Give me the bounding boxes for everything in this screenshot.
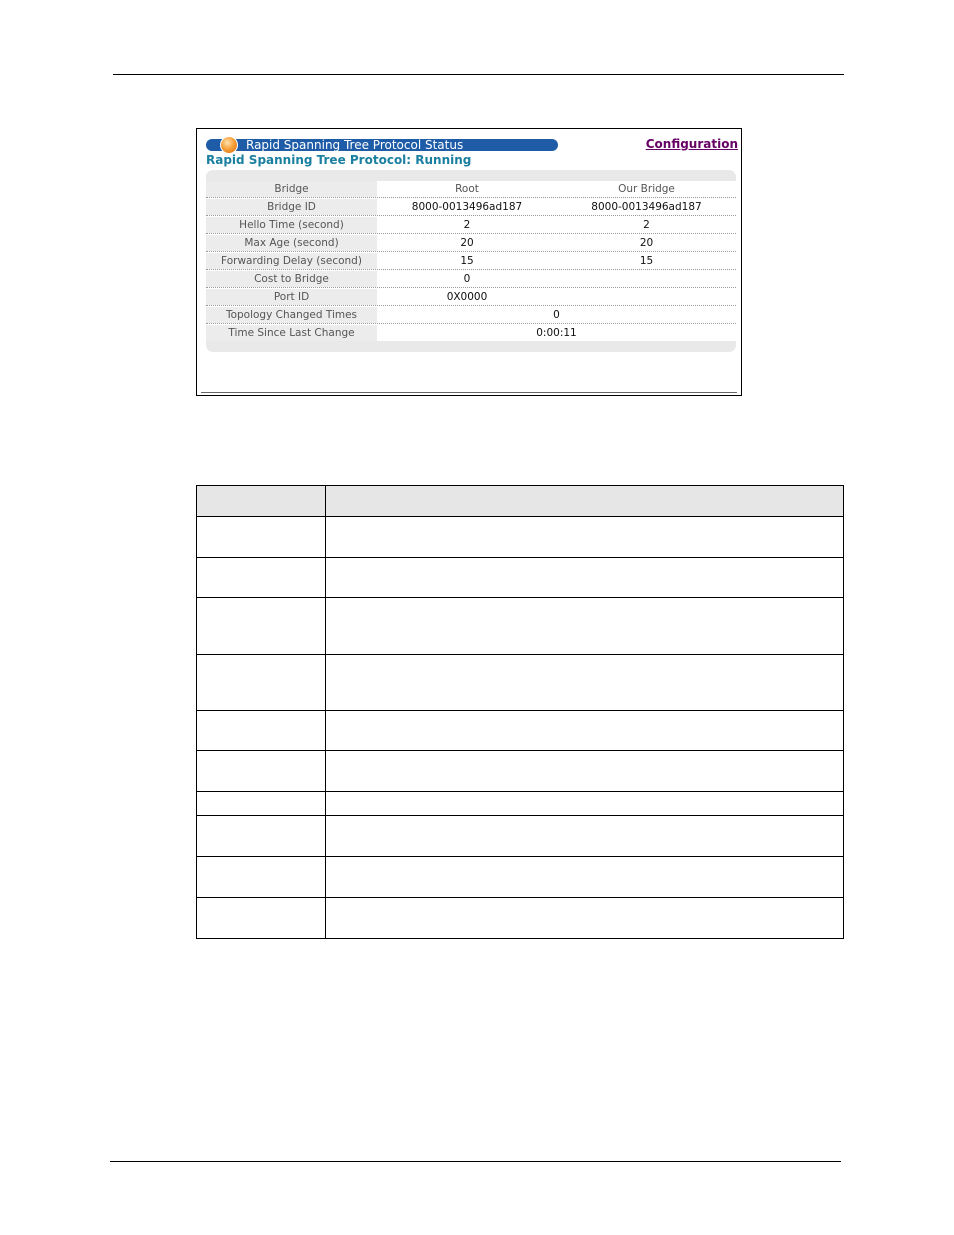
table-header-row — [206, 181, 736, 198]
table-row — [197, 751, 844, 792]
table-row — [206, 217, 736, 234]
our-bridge-value: 15 — [639, 255, 654, 267]
table-row — [206, 307, 736, 324]
table-row — [197, 598, 844, 655]
table-row — [206, 271, 736, 288]
table-row — [197, 792, 844, 816]
field-description-table — [196, 485, 844, 939]
table-row — [197, 711, 844, 751]
our-bridge-value: 2 — [643, 219, 650, 231]
table-row — [197, 558, 844, 598]
root-value: 15 — [460, 255, 474, 267]
row-label: Max Age (second) — [206, 235, 377, 251]
root-value: 2 — [463, 219, 471, 231]
root-value: 20 — [460, 237, 474, 249]
table-row — [197, 655, 844, 711]
table-row — [206, 235, 736, 252]
row-value: 0:00:11 — [536, 327, 577, 339]
header-rule — [113, 74, 844, 75]
protocol-status: Rapid Spanning Tree Protocol: Running — [206, 153, 472, 167]
table-row — [197, 857, 844, 898]
column-header-bridge: Bridge — [206, 181, 377, 197]
table-row — [206, 199, 736, 216]
orb-icon — [220, 136, 238, 154]
screen-footer-rule — [201, 392, 737, 393]
row-label: Time Since Last Change — [206, 325, 377, 341]
our-bridge-value: 8000-0013496ad187 — [591, 201, 702, 213]
table-row — [197, 816, 844, 857]
row-label: Hello Time (second) — [206, 217, 377, 233]
footer-rule — [110, 1161, 841, 1162]
status-table — [206, 170, 736, 352]
column-header-our-bridge: Our Bridge — [618, 183, 675, 195]
row-label: Port ID — [206, 289, 377, 305]
screen-title: Rapid Spanning Tree Protocol Status — [246, 138, 464, 152]
table-row — [206, 253, 736, 270]
root-value: 0 — [463, 273, 471, 285]
table-header-row — [197, 486, 844, 517]
row-label: Topology Changed Times — [206, 307, 377, 323]
rstp-status-screen — [196, 128, 742, 396]
table-row — [197, 517, 844, 558]
row-label: Bridge ID — [206, 199, 377, 215]
column-header-root: Root — [455, 183, 479, 195]
row-value: 0 — [553, 309, 560, 321]
title-bar — [206, 139, 558, 151]
root-value: 8000-0013496ad187 — [411, 201, 523, 213]
our-bridge-value: 20 — [639, 237, 654, 249]
row-label: Cost to Bridge — [206, 271, 377, 287]
table-row — [197, 898, 844, 939]
root-value: 0X0000 — [446, 291, 488, 303]
table-row — [206, 325, 736, 342]
row-label: Forwarding Delay (second) — [206, 253, 377, 269]
configuration-link[interactable]: Configuration — [645, 137, 738, 151]
table-row — [206, 289, 736, 306]
